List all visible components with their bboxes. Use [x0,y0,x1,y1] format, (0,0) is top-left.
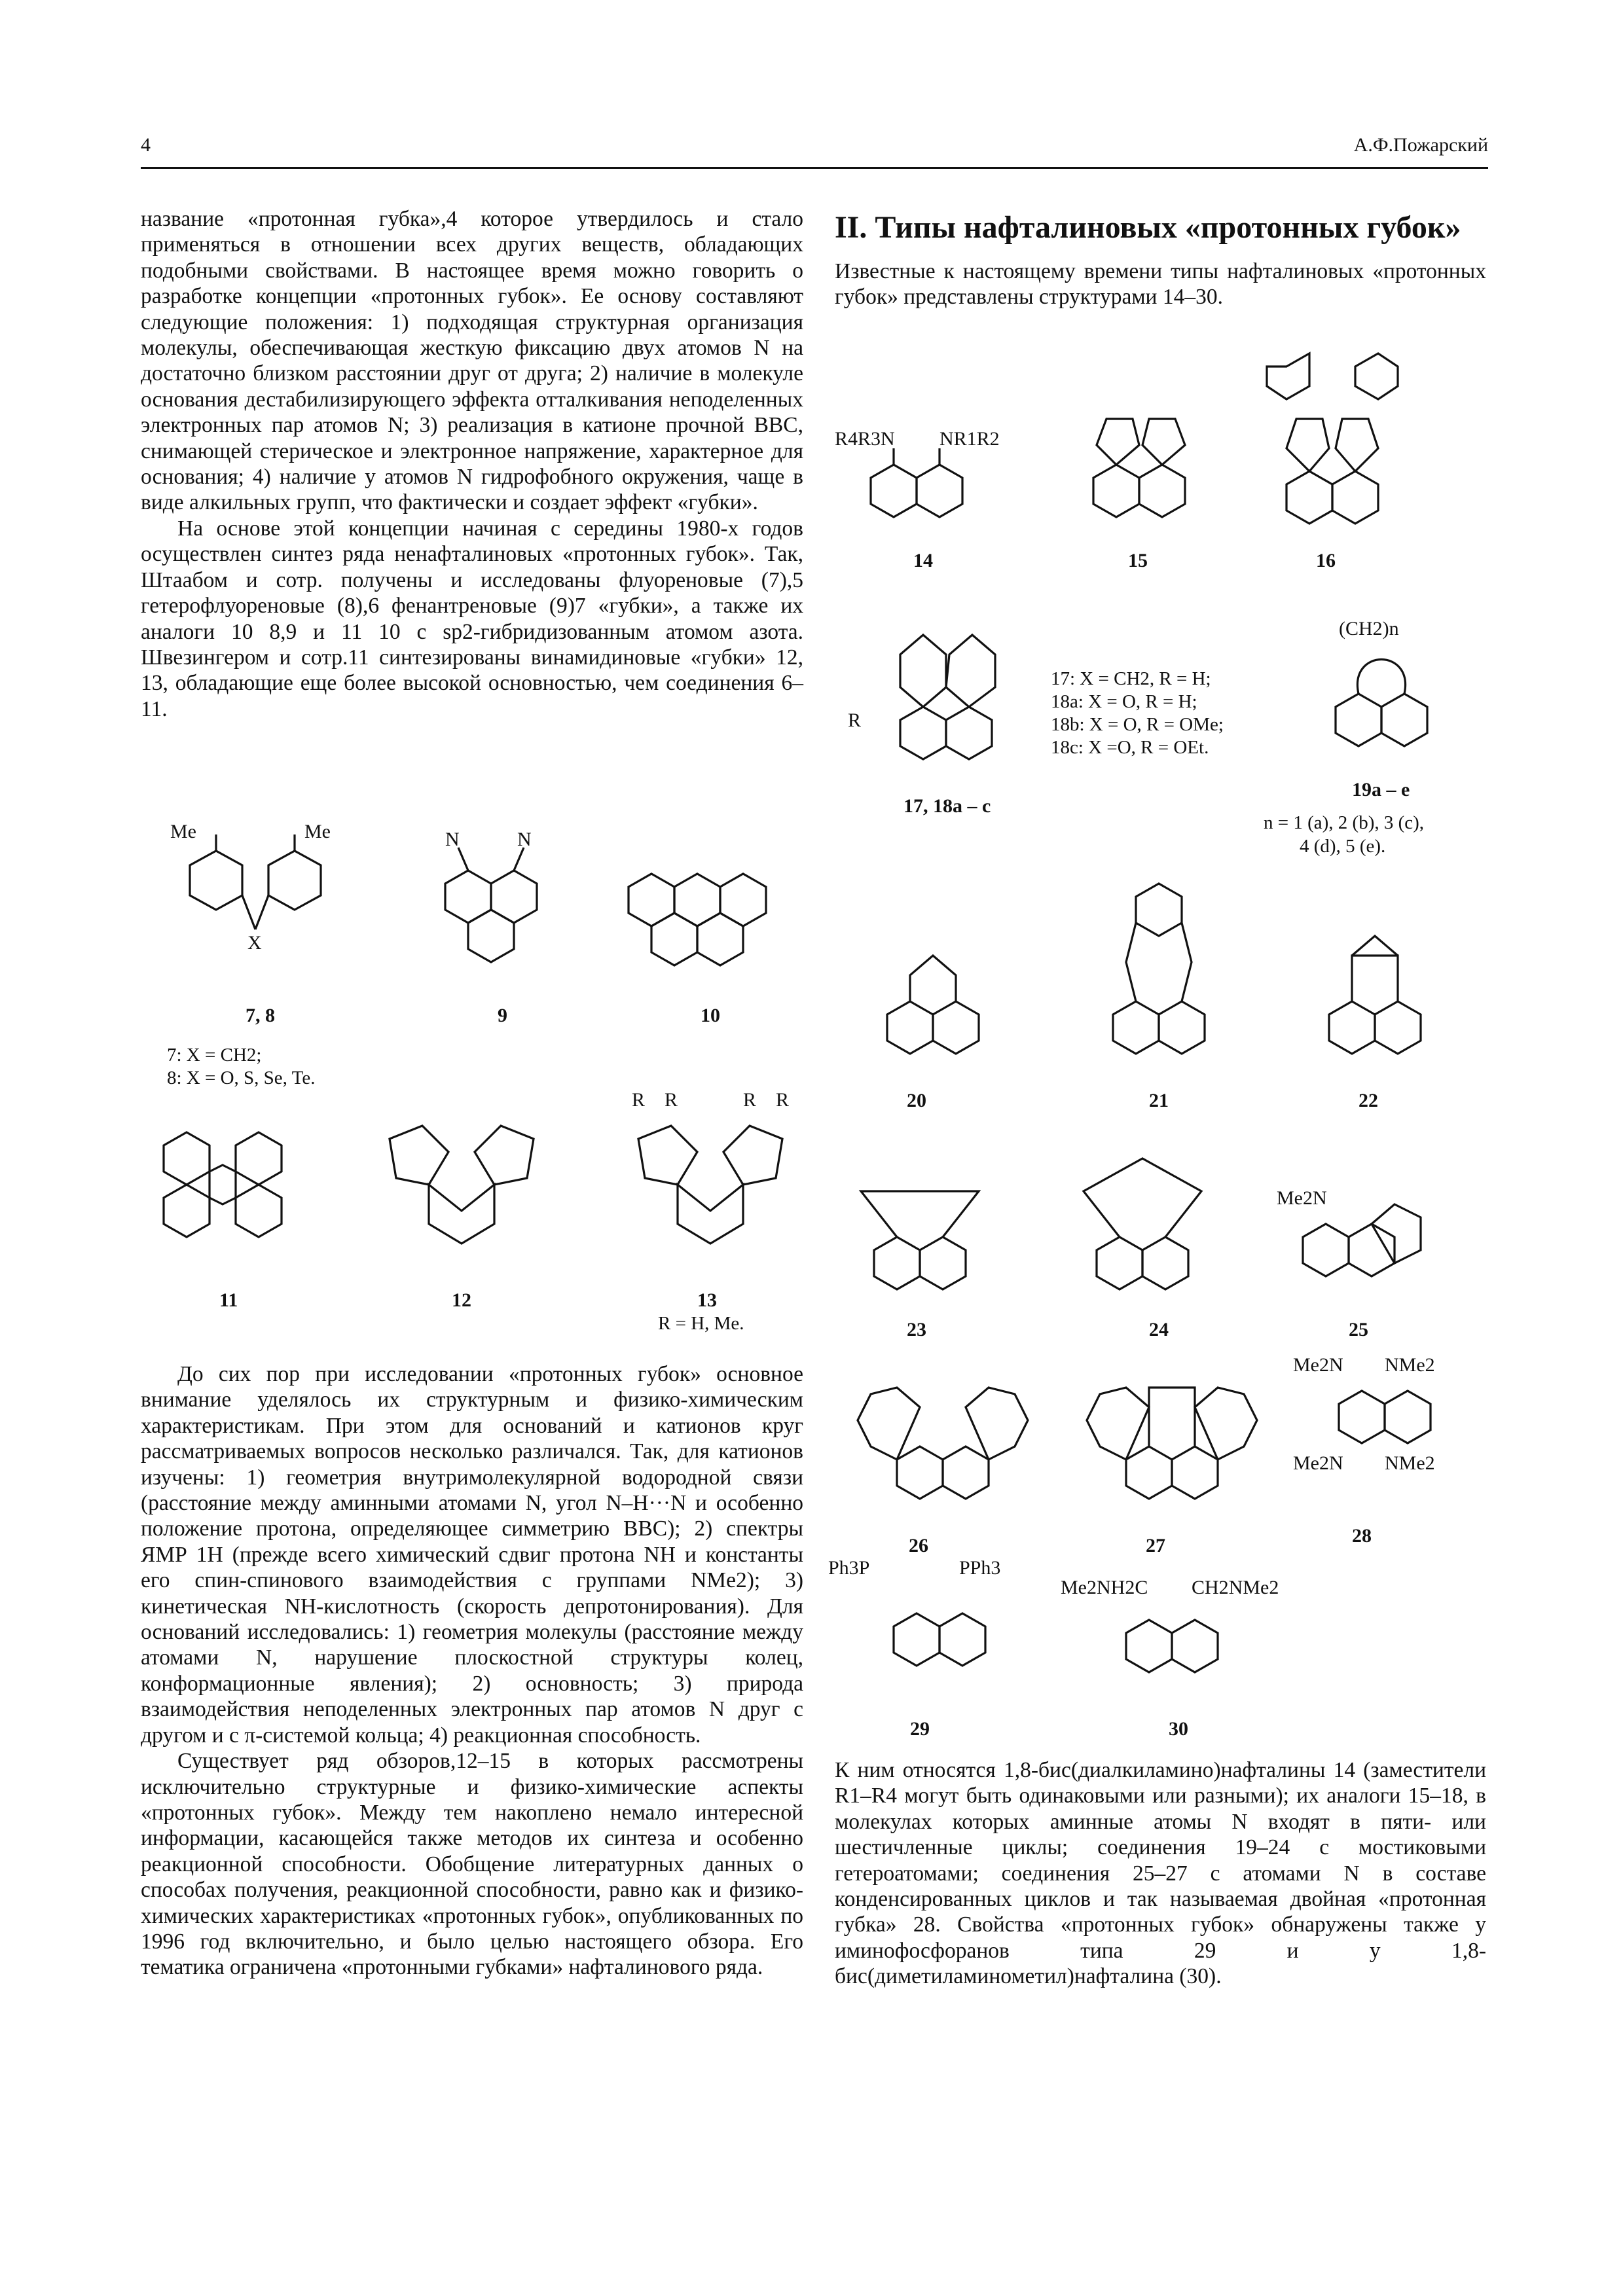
label-17-18: 17, 18a – c [903,795,991,817]
svg-text:Me2N: Me2N [1293,1354,1343,1376]
left-column [141,206,803,722]
svg-text:N: N [517,829,532,850]
label-26: 26 [909,1535,928,1556]
svg-text:Me2N: Me2N [1277,1187,1327,1209]
label-23: 23 [907,1319,926,1340]
note-18b: 18b: X = O, R = OMe; [1051,714,1224,735]
note-18a: 18a: X = O, R = H; [1051,691,1197,712]
label-29: 29 [910,1718,930,1740]
svg-text:NR1R2: NR1R2 [939,428,1000,450]
structure-7-8 [164,821,360,1001]
label-15: 15 [1128,550,1148,571]
label-19: 19a – e [1352,779,1410,800]
structure-23 [822,1152,1018,1322]
paragraph: название «протонная губка»,4 которое утвердилось и стало применяться в отношении всех других веществ, обладающих подобными свойствами. В настоящее время можно говорить о разработке концепции «протонных губок». Ее основу составляют следующие положения: 1) подходящая структурная организация молекулы, обеспечивающая жесткую фиксацию двух атомов N на достаточно близком расстоянии друг от друга; 2) наличие в молекуле основания дестабилизирующего эффекта отталкивания неподеленных электронных пар атомов N; 3) реализация в катионе прочной ВВС, снимающей стерическое и электронное напряжение, характерное для основания; 4) наличие у атомов N гидрофобного окружения, чаще в виде алкильных групп, что фактически и создает эффект «губки». [141,207,803,515]
structure-28 [1286,1352,1476,1528]
paragraph: Известные к настоящему времени типы нафталиновых «протонных губок» представлены структурами 14–30. [835,259,1486,310]
label-7-8: 7, 8 [246,1005,275,1026]
label-27: 27 [1146,1535,1165,1556]
structure-17-18 [841,602,1051,798]
svg-text:Me2N: Me2N [1293,1452,1343,1474]
paragraph: До сих пор при исследовании «протонных губок» основное внимание уделялось их структурным и физико-химическим характеристикам. При этом для оснований и катионов круг рассматриваемых вопросов несколько различался. Так, для катионов изучены: 1) геометрия внутримолекулярной водородной связи (расстояние между аминными атомами N, угол N–H···N и особенно положение протона, определяющее симметрию ВВС); 2) спектры ЯМР 1H (прежде всего химический сдвиг протона NH и константы его спин-спинового взаимодействия с группами NMe2); 3) кинетическая NH-кислотность (скорость депротонирования). Для оснований исследовались: 1) геометрия молекулы (расстояние между атомами N, нарушение плоскостной структуры колец, конформационные явления); 2) основность; 3) природа взаимодействия неподеленных электронных пар атомов N друг с другом и с π-системой кольца; 4) реакционная способность. [141,1362,803,1748]
note-17: 17: X = CH2, R = H; [1051,668,1211,689]
svg-text:R: R [776,1089,790,1111]
label-12: 12 [452,1289,471,1311]
right-intro [835,259,1486,310]
section-heading: II. Типы нафталиновых «протонных губок» [835,210,1461,245]
svg-text:PPh3: PPh3 [959,1557,1001,1579]
label-21: 21 [1149,1090,1169,1111]
paragraph: Существует ряд обзоров,12–15 в которых рассмотрены исключительно структурные и физико-химические аспекты «протонных губок». Между тем накоплено немало интересной информации, касающейся также методов их синтеза и особенно реакционной способности. Обобщение литературных данных о способах получения, реакционной способности, равно как и физико-химических характеристиках «протонных губок», опубликованных по 1996 год включительно, и было целью настоящего обзора. Его тематика ограничена «протонными губками» нафталинового ряда. [141,1749,803,1980]
structure-21 [1061,870,1244,1086]
label-22: 22 [1359,1090,1378,1111]
label-30: 30 [1169,1718,1188,1740]
structure-24 [1057,1139,1228,1322]
structure-13 [612,1086,809,1283]
page-number: 4 [141,134,151,156]
label-16: 16 [1316,550,1336,571]
svg-text:R: R [665,1089,678,1111]
svg-text:R: R [632,1089,646,1111]
label-24: 24 [1149,1319,1169,1340]
structure-19 [1290,609,1473,779]
paragraph: К ним относятся 1,8-бис(диалкиламино)нафталины 14 (заместители R1–R4 могут быть одинаковыми или разными); их аналоги 15–18, в молекулах которых аминные атомы N входят в пяти- или шестичленные циклы; соединения 19–24 с мостиковыми гетероатомами; соединения 25–27 с атомами N в составе конденсированных циклов и так называемая двойная «протонная губка» 28. Свойства «протонных губок» обнаружены также у иминофосфоранов типа 29 и у 1,8-бис(диметиламинометил)нафталина (30). [835,1758,1486,1989]
note-7: 7: X = CH2; [167,1045,262,1066]
structure-27 [1061,1361,1270,1538]
structure-16 [1247,334,1417,550]
paragraph: На основе этой концепции начиная с середины 1980-х годов осуществлен синтез ряда ненафталиновых «протонных губок». Так, Штаабом и сотр. получены и исследованы флуореновые (7),5 гетерофлуореновые (8),6 фенантреновые (9)7 «губки», а также их аналоги 10 8,9 и 11 10 с sp2-гибридизованным атомом азота. Швезингером и сотр.11 синтезированы винамидиновые «губки» 12, 13, обладающие еще более высокой основностью, чем соединения 6–11. [141,516,803,721]
svg-text:CH2NMe2: CH2NMe2 [1192,1577,1279,1598]
running-author: А.Ф.Пожарский [1353,134,1488,156]
structure-11 [137,1119,321,1276]
note-8: 8: X = O, S, Se, Te. [167,1067,316,1088]
svg-text:N: N [445,829,460,850]
header-rule [141,167,1488,169]
structure-14 [831,425,1028,563]
structure-29 [828,1554,1051,1725]
svg-text:Ph3P: Ph3P [828,1557,870,1579]
label-25: 25 [1349,1319,1368,1340]
label-14: 14 [913,550,933,571]
left-column-lower [141,1361,803,1981]
right-closing [835,1757,1486,1990]
structure-20 [835,929,1018,1086]
label-28: 28 [1352,1525,1372,1547]
structure-12 [363,1113,560,1283]
note-13: R = H, Me. [658,1313,744,1334]
label-20: 20 [907,1090,926,1111]
svg-text:X: X [247,932,262,954]
structure-26 [831,1361,1041,1538]
svg-text:Me: Me [304,821,331,842]
svg-text:NMe2: NMe2 [1385,1452,1435,1474]
note-19-1: n = 1 (a), 2 (b), 3 (c), [1264,812,1425,833]
structure-30 [1061,1568,1283,1718]
svg-text:Me: Me [170,821,196,842]
label-10: 10 [701,1005,720,1026]
structure-9 [406,831,583,1001]
svg-text:R: R [848,709,862,731]
label-9: 9 [498,1005,507,1026]
label-11: 11 [219,1289,238,1311]
label-13: 13 [697,1289,717,1311]
svg-text:Me2NH2C: Me2NH2C [1061,1577,1148,1598]
note-19-2: 4 (d), 5 (e). [1300,836,1386,857]
structure-22 [1296,916,1467,1086]
structure-10 [609,867,805,998]
svg-text:NMe2: NMe2 [1385,1354,1435,1376]
svg-text:(CH2)n: (CH2)n [1339,618,1399,639]
svg-text:R: R [743,1089,757,1111]
structure-15 [1061,380,1218,550]
structure-25 [1277,1152,1473,1322]
svg-text:R4R3N: R4R3N [835,428,895,450]
note-18c: 18c: X =O, R = OEt. [1051,737,1209,758]
